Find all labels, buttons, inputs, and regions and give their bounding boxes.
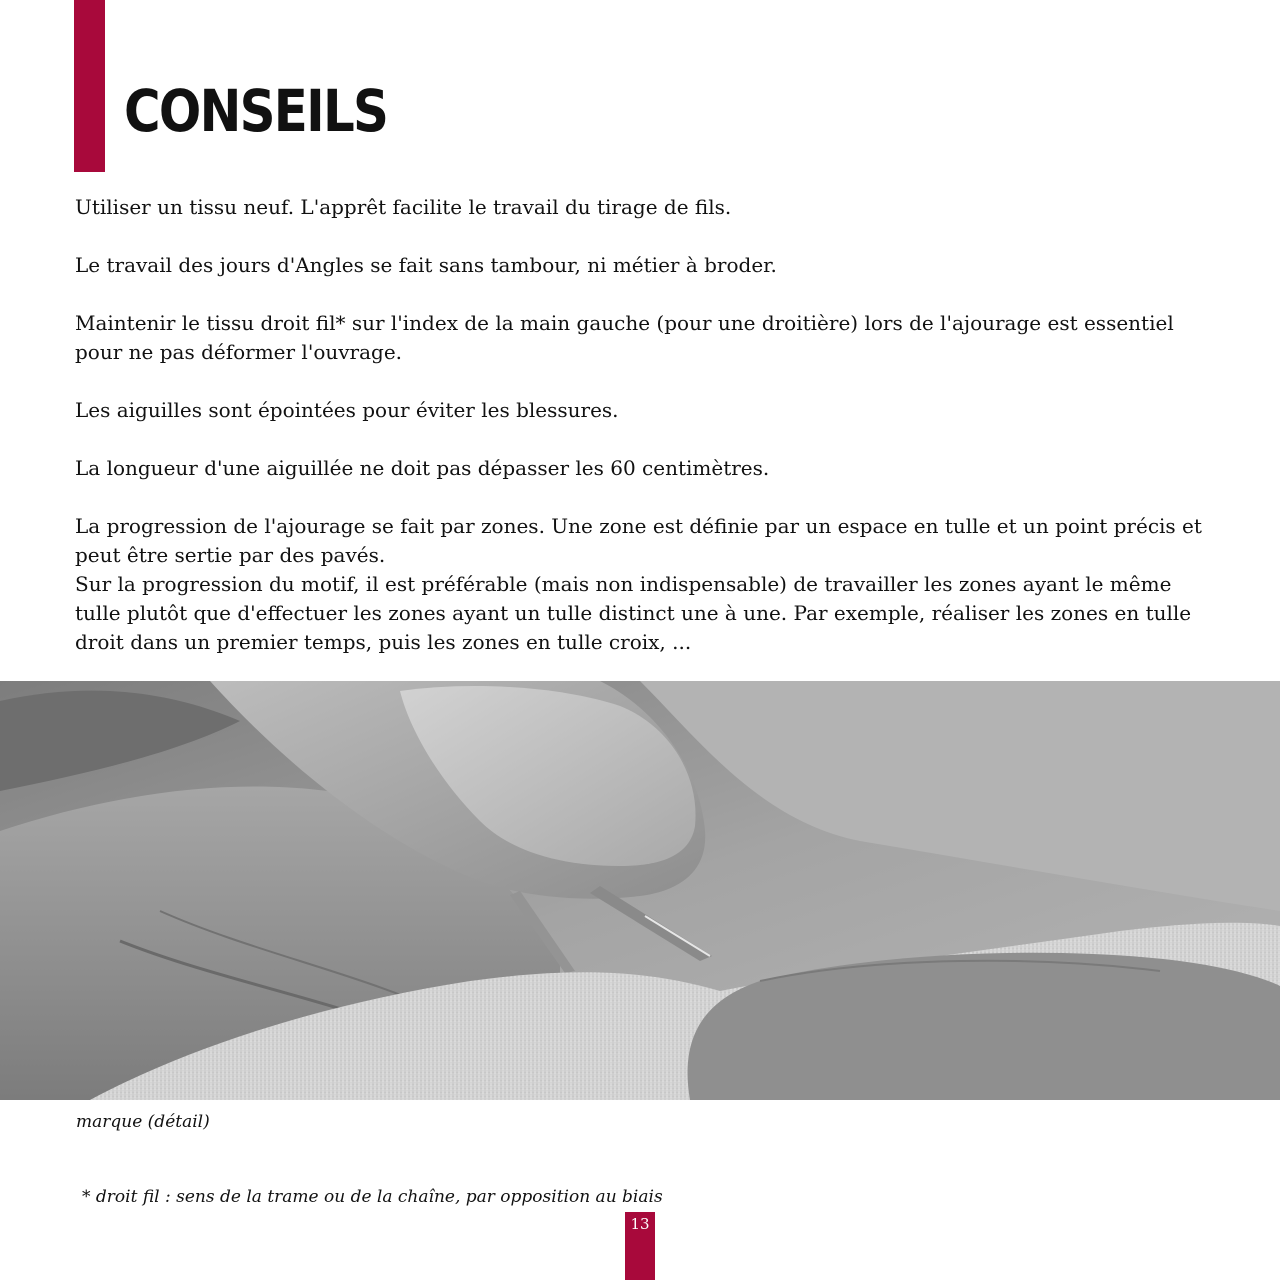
paragraph-needles: Les aiguilles sont épointées pour éviter les blessures. [75, 398, 619, 422]
footnote: * droit fil : sens de la trame ou de la chaîne, par opposition au biais [82, 1187, 663, 1207]
page-number-tab [625, 1212, 655, 1280]
paragraph-thread-length: La longueur d'une aiguillée ne doit pas dépasser les 60 centimètres. [75, 456, 770, 480]
photo-caption: marque (détail) [76, 1112, 210, 1132]
paragraph-straight-grain: Maintenir le tissu droit fil* sur l'index de la main gauche (pour une droitière) lors de l'ajourage est essentiel pour ne pas déformer l'ouvrage. [75, 311, 1174, 364]
paragraph-motif-progression: Sur la progression du motif, il est préférable (mais non indispensable) de travailler les zones ayant le même tulle plutôt que d'effectuer les zones ayant un tulle distinct une à une. Par exemple, réaliser les zones en tulle droit dans un premier temps, puis les zones en tulle croix, ... [75, 572, 1192, 654]
body-text [75, 193, 1210, 686]
embroidery-photo [0, 681, 1280, 1100]
page-number: 13 [630, 1215, 650, 1233]
paragraph-zones: La progression de l'ajourage se fait par zones. Une zone est définie par un espace en tulle et un point précis et peut être sertie par des pavés. [75, 514, 1202, 567]
paragraph-no-hoop: Le travail des jours d'Angles se fait sans tambour, ni métier à broder. [75, 253, 777, 277]
title-accent-bar [74, 0, 105, 172]
page-title: CONSEILS [124, 77, 388, 145]
paragraph-fabric: Utiliser un tissu neuf. L'apprêt facilite le travail du tirage de fils. [75, 195, 732, 219]
